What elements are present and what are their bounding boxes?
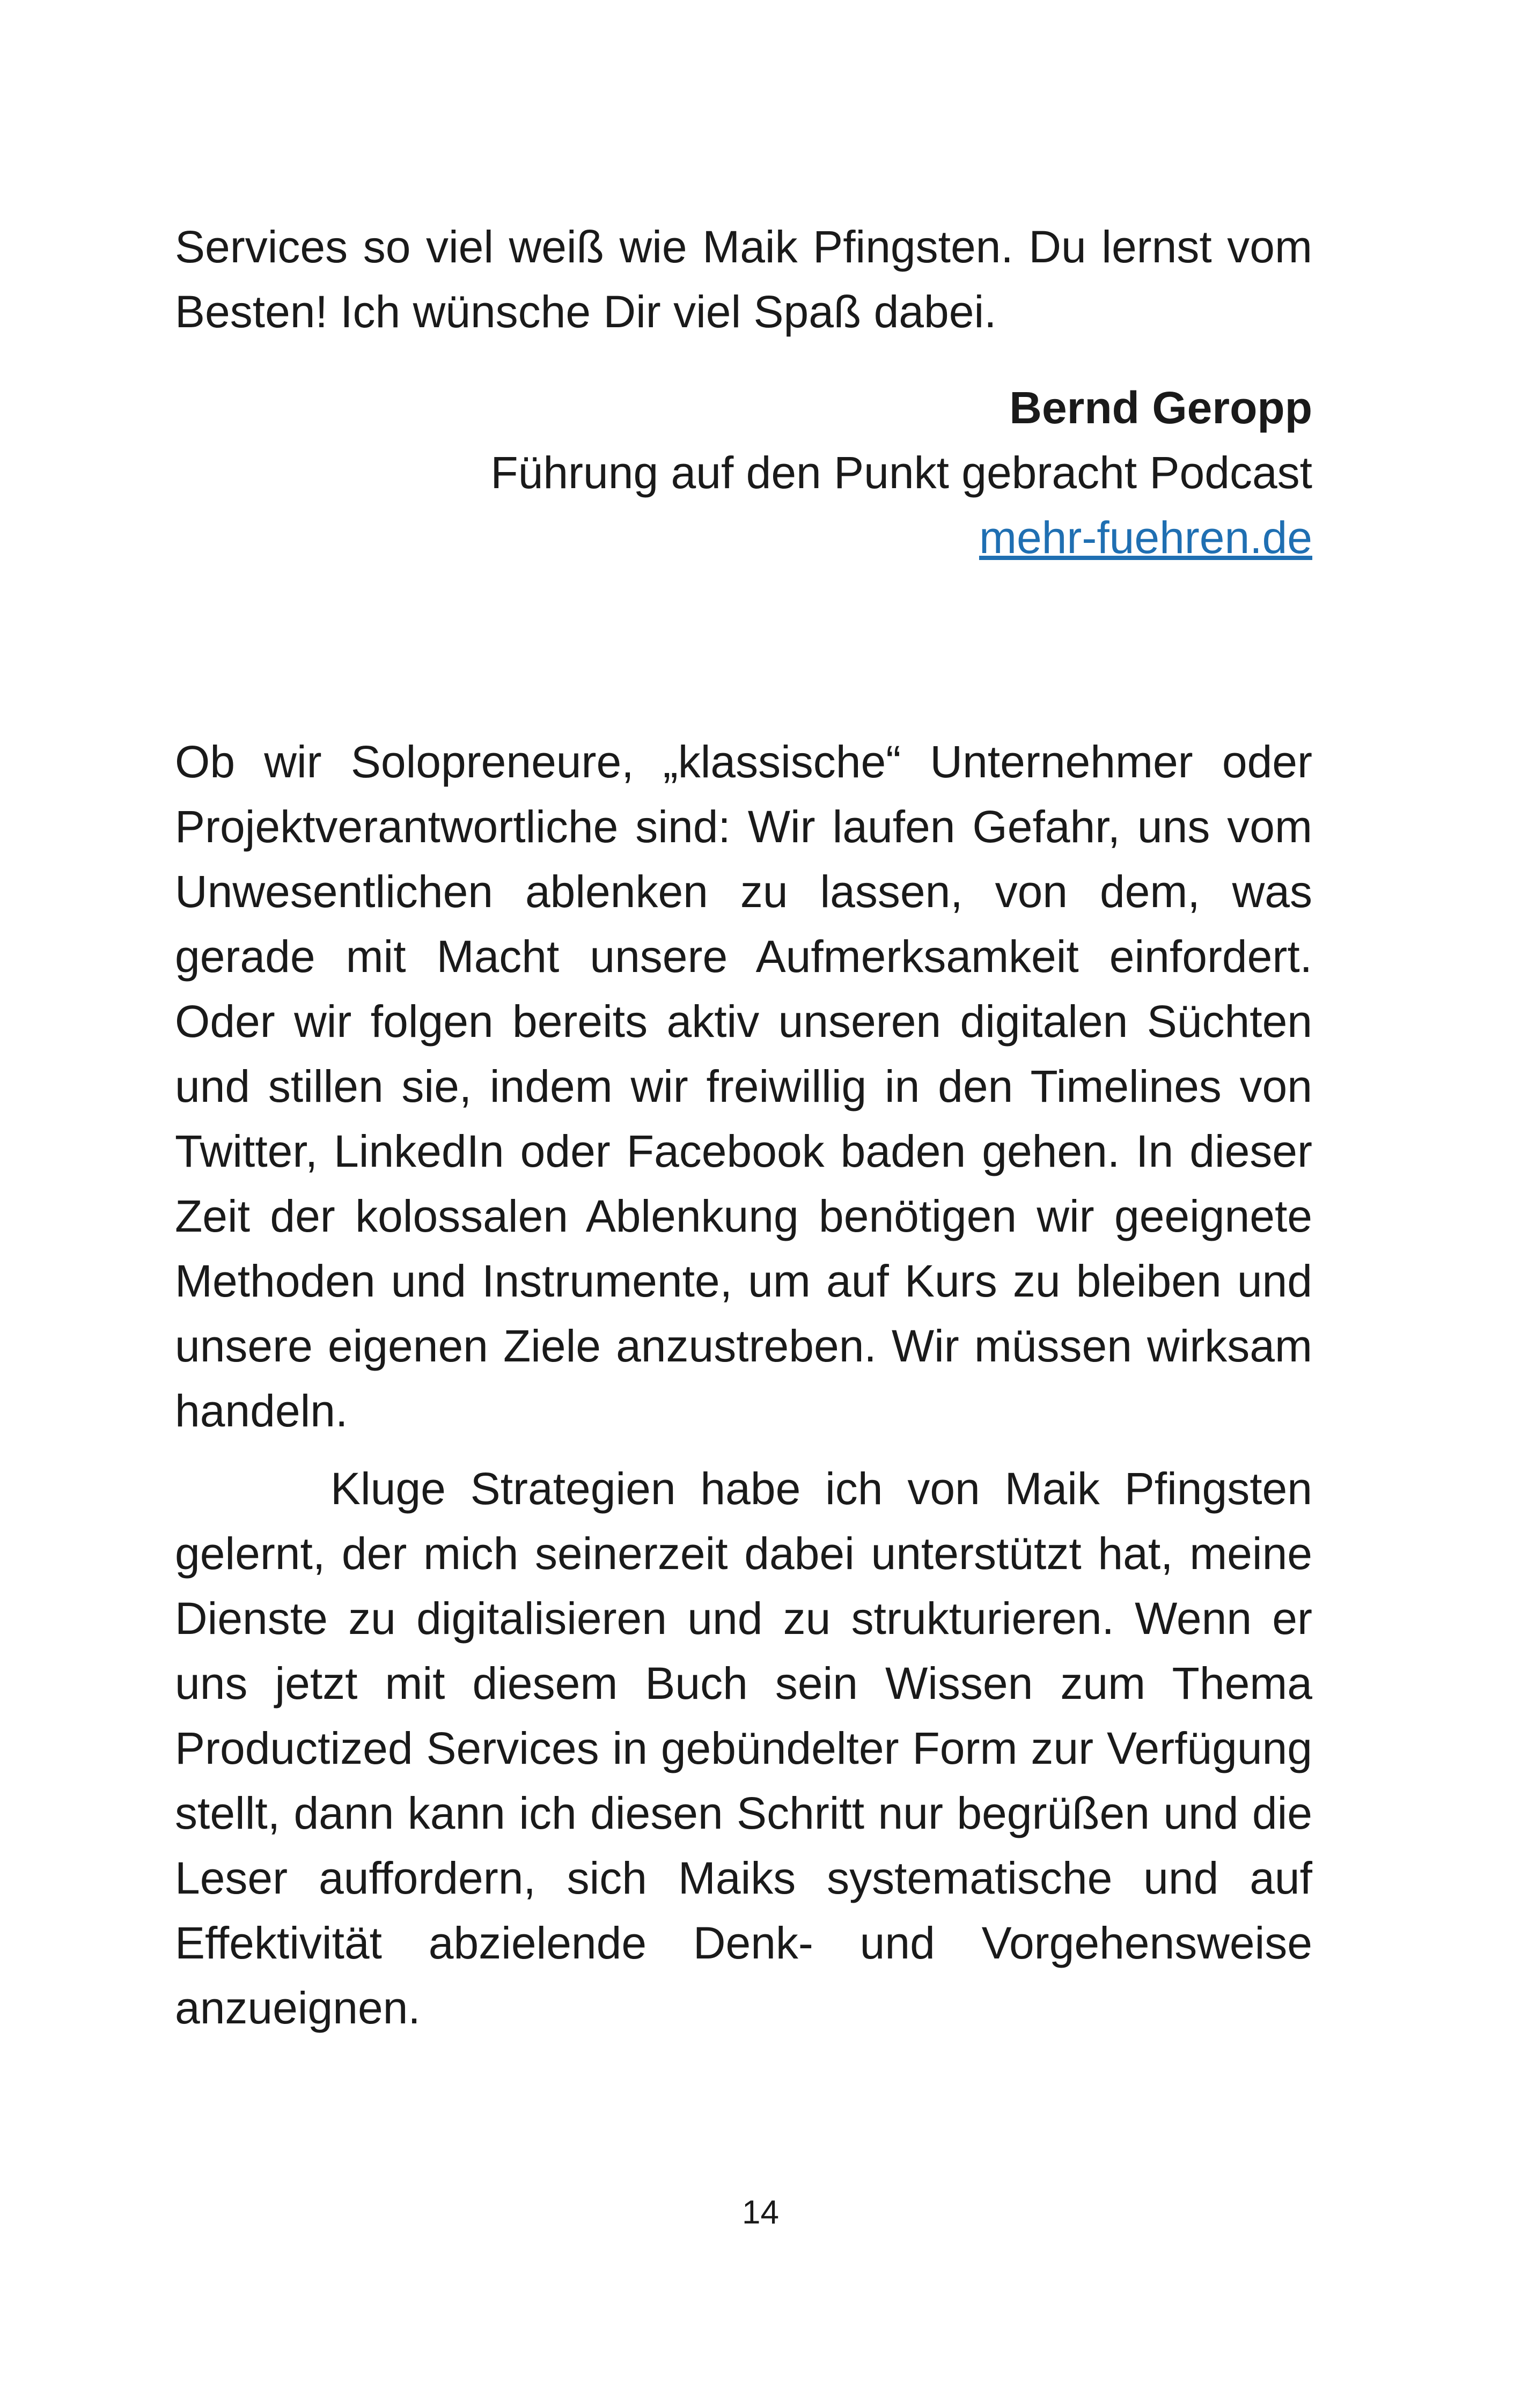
intro-paragraph xyxy=(175,215,1312,344)
intro-text: Services so viel weiß wie Maik Pfingsten. Du lernst vom Besten! Ich wünsche Dir viel Spaß dabei. xyxy=(175,222,1312,337)
main-text xyxy=(175,730,1312,2041)
paragraph-1: Ob wir Solopreneure, „klassische“ Unternehmer oder Projektverantwortliche sind: Wir laufen Gefahr, uns vom Unwesentlichen ablenken zu lassen, von dem, was gerade mit Macht unsere Aufmerksamkeit einfordert. Oder wir folgen bereits aktiv unseren digitalen Süchten und stillen sie, indem wir freiwillig in den Timelines von Twitter, LinkedIn oder Facebook baden gehen. In dieser Zeit der kolossalen Ablenkung benötigen wir geeignete Methoden und Instrumente, um auf Kurs zu bleiben und unsere eigenen Ziele anzustreben. Wir müssen wirksam handeln. xyxy=(175,737,1312,1436)
author-subtitle: Führung auf den Punkt gebracht Podcast xyxy=(490,447,1312,498)
paragraph-2: Kluge Strategien habe ich von Maik Pfingsten gelernt, der mich seinerzeit dabei unterstützt hat, meine Dienste zu digitalisieren und zu strukturieren. Wenn er uns jetzt mit diesem Buch sein Wissen zum Thema Productized Services in gebündelter Form zur Verfügung stellt, dann kann ich diesen Schritt nur begrüßen und die Leser auffordern, sich Maiks systematische und auf Effektivität abzielende Denk- und Vorgehensweise anzueignen. xyxy=(175,1463,1312,2033)
author-name: Bernd Geropp xyxy=(1009,382,1312,433)
page-number: 14 xyxy=(742,2194,779,2231)
author-website-link[interactable]: mehr-fuehren.de xyxy=(979,512,1312,563)
signature-block xyxy=(490,375,1312,570)
